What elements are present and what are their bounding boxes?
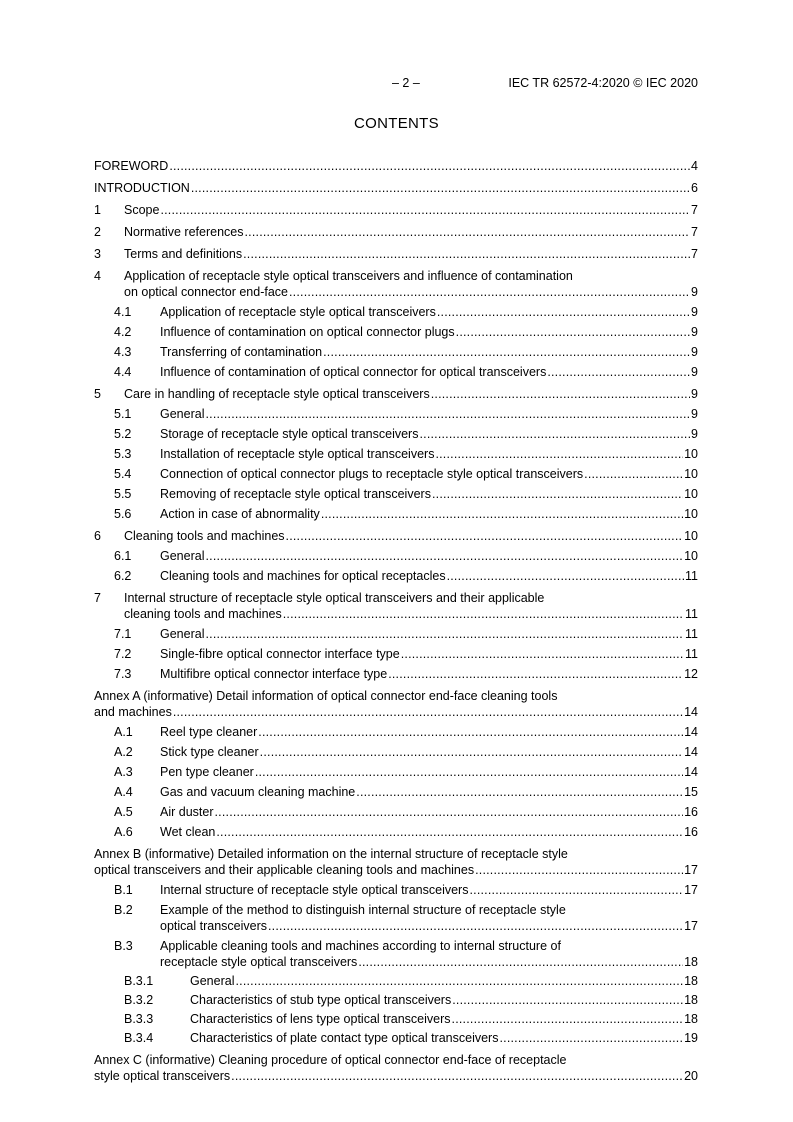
toc-leader-dots <box>323 344 690 360</box>
toc-entry[interactable] <box>94 304 698 320</box>
toc-entry-title: Pen type cleaner <box>160 765 254 779</box>
toc-entry-line <box>94 938 698 954</box>
toc-entry-page: 7 <box>691 203 698 217</box>
toc-entry-title: and machines <box>94 705 172 719</box>
toc-entry-page: 9 <box>691 365 698 379</box>
toc-leader-dots <box>475 862 683 878</box>
toc-entry-page: 6 <box>691 181 698 195</box>
toc-entry-title: Gas and vacuum cleaning machine <box>160 785 356 799</box>
toc-leader-dots <box>452 1011 684 1027</box>
toc-entry-title: Application of receptacle style optical transceivers and influence of contamination <box>124 269 573 283</box>
toc-entry[interactable] <box>94 846 698 878</box>
toc-entry-title: Cleaning tools and machines for optical receptacles <box>160 569 446 583</box>
toc-entry[interactable] <box>94 202 698 218</box>
toc-entry-number: 5.2 <box>114 427 132 441</box>
toc-entry-line <box>94 862 698 878</box>
toc-entry[interactable] <box>94 992 698 1008</box>
toc-leader-dots <box>205 548 683 564</box>
toc-entry-line <box>94 1068 698 1084</box>
toc-entry-line <box>94 846 698 862</box>
toc-entry-page: 14 <box>684 745 698 759</box>
toc-entry-title: receptacle style optical transceivers <box>160 955 358 969</box>
toc-entry-title: General <box>160 627 205 641</box>
page-title: CONTENTS <box>354 115 439 132</box>
toc-entry-title: optical transceivers <box>160 919 267 933</box>
toc-leader-dots <box>356 784 683 800</box>
toc-entry-number: B.3.1 <box>124 974 154 988</box>
toc-entry-line <box>94 446 698 462</box>
toc-leader-dots <box>499 1030 683 1046</box>
toc-entry-title: General <box>160 407 205 421</box>
toc-entry-number: A.6 <box>114 825 133 839</box>
document-reference: IEC TR 62572-4:2020 © IEC 2020 <box>508 76 698 90</box>
toc-leader-dots <box>245 224 691 240</box>
toc-entry[interactable] <box>94 406 698 422</box>
toc-entry-number: 7.1 <box>114 627 132 641</box>
toc-entry-line <box>94 646 698 662</box>
toc-entry-page: 11 <box>685 607 698 621</box>
toc-entry-page: 10 <box>684 467 698 481</box>
toc-entry-line <box>94 764 698 780</box>
toc-leader-dots <box>235 973 683 989</box>
toc-entry[interactable] <box>94 938 698 970</box>
toc-entry-page: 17 <box>684 863 698 877</box>
toc-leader-dots <box>469 882 683 898</box>
toc-entry-line <box>94 1052 698 1068</box>
toc-entry-line <box>94 466 698 482</box>
toc-entry-title: Characteristics of stub type optical transceivers <box>190 993 452 1007</box>
toc-entry-number: 5.3 <box>114 447 132 461</box>
toc-entry[interactable] <box>94 386 698 402</box>
toc-entry-number: A.1 <box>114 725 133 739</box>
toc-entry-number: 5.4 <box>114 467 132 481</box>
toc-entry-title: Annex B (informative) Detailed information on the internal structure of receptacle style <box>94 847 568 861</box>
toc-entry-number: 6.1 <box>114 549 132 563</box>
toc-entry-page: 20 <box>684 1069 698 1083</box>
toc-entry[interactable] <box>94 446 698 462</box>
toc-entry-line <box>94 344 698 360</box>
toc-entry-line <box>94 882 698 898</box>
toc-entry-page: 18 <box>684 955 698 969</box>
toc-entry-page: 18 <box>684 1012 698 1026</box>
toc-entry-number: B.3.4 <box>124 1031 154 1045</box>
toc-entry-number: B.2 <box>114 903 133 917</box>
toc-entry[interactable] <box>94 324 698 340</box>
toc-entry-page: 17 <box>684 919 698 933</box>
toc-entry-page: 17 <box>684 883 698 897</box>
toc-entry-number: B.1 <box>114 883 133 897</box>
toc-entry-line <box>94 180 698 196</box>
toc-entry-line <box>94 364 698 380</box>
toc-entry-title: Installation of receptacle style optical transceivers <box>160 447 435 461</box>
toc-entry-page: 11 <box>685 647 698 661</box>
page-number: – 2 – <box>392 76 420 90</box>
toc-entry-number: 3 <box>94 247 101 261</box>
toc-leader-dots <box>435 446 683 462</box>
toc-leader-dots <box>268 918 683 934</box>
toc-entry-line <box>94 406 698 422</box>
toc-leader-dots <box>215 804 684 820</box>
toc-entry-title: FOREWORD <box>94 159 169 173</box>
toc-entry-title: Applicable cleaning tools and machines according to internal structure of <box>160 939 561 953</box>
toc-entry-line <box>94 688 698 704</box>
toc-entry-title: Internal structure of receptacle style optical transceivers and their applicable <box>124 591 545 605</box>
toc-entry-number: 4.2 <box>114 325 132 339</box>
toc-entry-line <box>94 528 698 544</box>
toc-leader-dots <box>447 568 684 584</box>
toc-entry-line <box>94 724 698 740</box>
toc-leader-dots <box>452 992 683 1008</box>
toc-entry-number: 5 <box>94 387 101 401</box>
toc-entry-line <box>94 1011 698 1027</box>
toc-leader-dots <box>216 824 683 840</box>
toc-entry-page: 9 <box>691 387 698 401</box>
toc-entry-title: Application of receptacle style optical transceivers <box>160 305 436 319</box>
toc-leader-dots <box>401 646 684 662</box>
toc-leader-dots <box>205 626 684 642</box>
toc-entry-title: INTRODUCTION <box>94 181 190 195</box>
toc-entry-number: 6.2 <box>114 569 132 583</box>
toc-entry-number: 4 <box>94 269 101 283</box>
toc-leader-dots <box>437 304 690 320</box>
toc-entry[interactable] <box>94 180 698 196</box>
toc-entry[interactable] <box>94 646 698 662</box>
toc-entry-line <box>94 666 698 682</box>
toc-leader-dots <box>173 704 683 720</box>
toc-entry-line <box>94 548 698 564</box>
toc-entry-title: Scope <box>124 203 160 217</box>
toc-entry-title: Normative references <box>124 225 244 239</box>
toc-entry-page: 14 <box>684 725 698 739</box>
toc-entry-line <box>94 626 698 642</box>
toc-entry-page: 9 <box>691 345 698 359</box>
toc-entry-title: Reel type cleaner <box>160 725 258 739</box>
toc-entry[interactable] <box>94 568 698 584</box>
toc-leader-dots <box>289 284 690 300</box>
toc-entry-title: Influence of contamination on optical connector plugs <box>160 325 455 339</box>
toc-leader-dots <box>231 1068 683 1084</box>
toc-entry[interactable] <box>94 688 698 720</box>
toc-entry[interactable] <box>94 528 698 544</box>
toc-entry[interactable] <box>94 268 698 300</box>
toc-entry-page: 4 <box>691 159 698 173</box>
toc-leader-dots <box>286 528 684 544</box>
toc-entry-line <box>94 486 698 502</box>
toc-entry-page: 9 <box>691 427 698 441</box>
toc-entry-page: 9 <box>691 285 698 299</box>
toc-entry-line <box>94 704 698 720</box>
toc-entry-line <box>94 324 698 340</box>
toc-entry-title: Multifibre optical connector interface type <box>160 667 388 681</box>
toc-entry[interactable] <box>94 548 698 564</box>
toc-entry-page: 14 <box>684 765 698 779</box>
toc-leader-dots <box>260 744 683 760</box>
toc-entry-line <box>94 902 698 918</box>
toc-entry-number: 5.6 <box>114 507 132 521</box>
toc-leader-dots <box>255 764 683 780</box>
toc-entry[interactable] <box>94 486 698 502</box>
toc-entry-number: 4.3 <box>114 345 132 359</box>
toc-entry-page: 9 <box>691 305 698 319</box>
toc-entry-title: on optical connector end-face <box>124 285 288 299</box>
toc-entry-line <box>94 304 698 320</box>
toc-entry-page: 7 <box>691 247 698 261</box>
page-header <box>94 76 698 92</box>
toc-entry-line <box>94 246 698 262</box>
toc-entry-line <box>94 1030 698 1046</box>
toc-entry-line <box>94 224 698 240</box>
toc-entry-page: 14 <box>684 705 698 719</box>
toc-entry-line <box>94 824 698 840</box>
toc-entry-page: 18 <box>684 974 698 988</box>
toc-entry-page: 10 <box>684 447 698 461</box>
toc-entry-number: A.5 <box>114 805 133 819</box>
toc-leader-dots <box>547 364 690 380</box>
toc-entry-page: 12 <box>684 667 698 681</box>
toc-entry-number: 7.2 <box>114 647 132 661</box>
toc-entry[interactable] <box>94 466 698 482</box>
toc-entry-title: Wet clean <box>160 825 216 839</box>
toc-entry-title: Storage of receptacle style optical transceivers <box>160 427 419 441</box>
toc-entry-title: General <box>160 549 205 563</box>
toc-leader-dots <box>243 246 690 262</box>
toc-entry-number: 5.1 <box>114 407 132 421</box>
table-of-contents <box>94 158 698 1084</box>
toc-entry-page: 10 <box>684 487 698 501</box>
toc-entry-number: 7 <box>94 591 101 605</box>
toc-entry-line <box>94 918 698 934</box>
toc-entry-number: 1 <box>94 203 101 217</box>
toc-entry-page: 9 <box>691 407 698 421</box>
toc-entry-page: 15 <box>684 785 698 799</box>
toc-entry[interactable] <box>94 590 698 622</box>
toc-entry-page: 16 <box>684 825 698 839</box>
toc-entry[interactable] <box>94 246 698 262</box>
toc-entry[interactable] <box>94 1052 698 1084</box>
toc-entry-line <box>94 784 698 800</box>
toc-entry-line <box>94 284 698 300</box>
toc-leader-dots <box>584 466 683 482</box>
toc-entry-title: Transferring of contamination <box>160 345 323 359</box>
toc-leader-dots <box>388 666 683 682</box>
toc-entry-number: 5.5 <box>114 487 132 501</box>
toc-leader-dots <box>419 426 690 442</box>
toc-leader-dots <box>258 724 683 740</box>
toc-entry-page: 9 <box>691 325 698 339</box>
toc-entry-title: cleaning tools and machines <box>124 607 282 621</box>
toc-entry-line <box>94 804 698 820</box>
toc-leader-dots <box>321 506 683 522</box>
toc-entry[interactable] <box>94 902 698 934</box>
toc-entry-number: B.3 <box>114 939 133 953</box>
toc-entry-line <box>94 992 698 1008</box>
toc-entry[interactable] <box>94 506 698 522</box>
toc-entry-page: 19 <box>684 1031 698 1045</box>
toc-entry-title: Annex C (informative) Cleaning procedure of optical connector end-face of receptacle <box>94 1053 567 1067</box>
toc-entry-page: 11 <box>685 627 698 641</box>
toc-entry[interactable] <box>94 666 698 682</box>
toc-entry[interactable] <box>94 224 698 240</box>
toc-entry-line <box>94 973 698 989</box>
toc-entry-title: Air duster <box>160 805 214 819</box>
toc-leader-dots <box>205 406 690 422</box>
toc-entry-line <box>94 158 698 174</box>
toc-entry-number: A.3 <box>114 765 133 779</box>
toc-entry[interactable] <box>94 344 698 360</box>
toc-entry-line <box>94 426 698 442</box>
toc-entry-page: 18 <box>684 993 698 1007</box>
toc-entry-line <box>94 590 698 606</box>
toc-entry-line <box>94 568 698 584</box>
toc-leader-dots <box>358 954 683 970</box>
toc-entry-line <box>94 606 698 622</box>
toc-entry-number: B.3.2 <box>124 993 154 1007</box>
toc-leader-dots <box>191 180 690 196</box>
toc-entry-number: 7.3 <box>114 667 132 681</box>
toc-entry-line <box>94 202 698 218</box>
toc-entry-number: B.3.3 <box>124 1012 154 1026</box>
toc-entry[interactable] <box>94 626 698 642</box>
toc-leader-dots <box>283 606 684 622</box>
toc-entry-line <box>94 954 698 970</box>
toc-entry-page: 10 <box>684 529 698 543</box>
toc-entry-title: Single-fibre optical connector interface type <box>160 647 400 661</box>
toc-entry-page: 10 <box>684 507 698 521</box>
toc-entry-number: 2 <box>94 225 101 239</box>
toc-entry[interactable] <box>94 784 698 800</box>
toc-entry-number: A.2 <box>114 745 133 759</box>
toc-leader-dots <box>160 202 690 218</box>
toc-entry[interactable] <box>94 364 698 380</box>
toc-entry[interactable] <box>94 158 698 174</box>
toc-entry[interactable] <box>94 973 698 989</box>
toc-leader-dots <box>432 486 683 502</box>
toc-entry[interactable] <box>94 882 698 898</box>
toc-entry-title: Example of the method to distinguish internal structure of receptacle style <box>160 903 566 917</box>
toc-entry-page: 7 <box>691 225 698 239</box>
toc-entry-title: Action in case of abnormality <box>160 507 320 521</box>
toc-entry-number: 4.1 <box>114 305 132 319</box>
toc-entry[interactable] <box>94 426 698 442</box>
toc-entry[interactable] <box>94 724 698 740</box>
toc-entry[interactable] <box>94 824 698 840</box>
toc-entry-title: Removing of receptacle style optical transceivers <box>160 487 431 501</box>
toc-entry-line <box>94 386 698 402</box>
toc-entry-title: Cleaning tools and machines <box>124 529 285 543</box>
toc-entry-number: A.4 <box>114 785 133 799</box>
toc-entry-title: Characteristics of lens type optical transceivers <box>190 1012 451 1026</box>
toc-leader-dots <box>431 386 690 402</box>
toc-entry[interactable] <box>94 1011 698 1027</box>
toc-leader-dots <box>169 158 690 174</box>
toc-entry[interactable] <box>94 804 698 820</box>
toc-entry-number: 6 <box>94 529 101 543</box>
toc-entry-title: Care in handling of receptacle style optical transceivers <box>124 387 430 401</box>
toc-entry-page: 16 <box>684 805 698 819</box>
toc-leader-dots <box>456 324 690 340</box>
toc-entry-title: style optical transceivers <box>94 1069 231 1083</box>
toc-entry-title: optical transceivers and their applicable cleaning tools and machines <box>94 863 475 877</box>
toc-entry-line <box>94 268 698 284</box>
toc-entry-title: Stick type cleaner <box>160 745 259 759</box>
toc-entry-page: 10 <box>684 549 698 563</box>
toc-entry-title: Annex A (informative) Detail information of optical connector end-face cleaning tools <box>94 689 558 703</box>
toc-entry-line <box>94 506 698 522</box>
toc-entry-title: General <box>190 974 235 988</box>
toc-entry[interactable] <box>94 744 698 760</box>
toc-entry-number: 4.4 <box>114 365 132 379</box>
toc-entry-title: Influence of contamination of optical connector for optical transceivers <box>160 365 547 379</box>
toc-entry-title: Internal structure of receptacle style optical transceivers <box>160 883 469 897</box>
toc-entry-page: 11 <box>685 569 698 583</box>
toc-entry[interactable] <box>94 1030 698 1046</box>
toc-entry[interactable] <box>94 764 698 780</box>
toc-entry-title: Terms and definitions <box>124 247 243 261</box>
toc-entry-line <box>94 744 698 760</box>
toc-entry-title: Connection of optical connector plugs to receptacle style optical transceivers <box>160 467 584 481</box>
toc-entry-title: Characteristics of plate contact type optical transceivers <box>190 1031 499 1045</box>
